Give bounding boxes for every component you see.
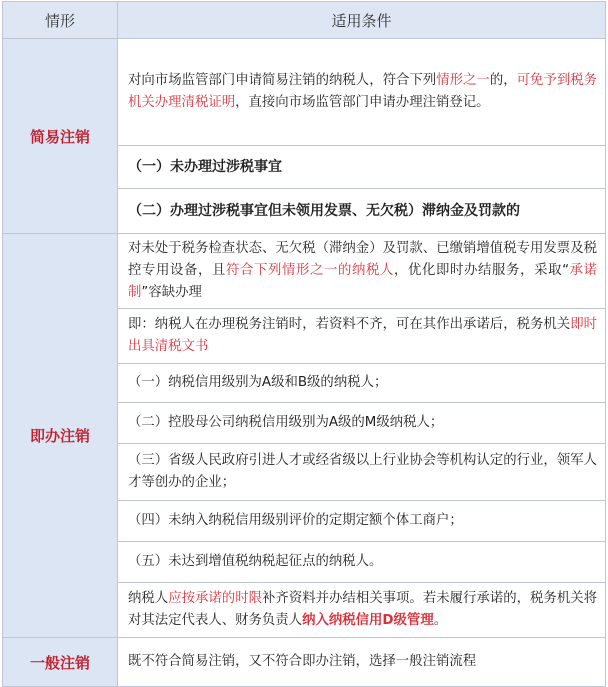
category-general: 一般注销 xyxy=(3,638,118,687)
category-simple: 简易注销 xyxy=(3,39,118,234)
instant-item-5: （五）未达到增值税纳税起征点的纳税人。 xyxy=(118,542,606,583)
body-text: 的， xyxy=(489,73,517,88)
simple-intro xyxy=(118,39,606,146)
highlight-text: 应按承诺的时限 xyxy=(168,591,263,606)
header-situation: 情形 xyxy=(3,2,118,39)
instant-item-4: （四）未纳入纳税信用级别评价的定期定额个体工商户； xyxy=(118,501,606,542)
instant-item-1: （一）纳税信用级别为A级和B级的纳税人； xyxy=(118,364,606,403)
instant-item-2: （二）控股母公司纳税信用级别为A级的M级纳税人； xyxy=(118,403,606,444)
table-row xyxy=(3,638,606,687)
body-text: 即：纳税人在办理税务注销时，若资料不齐，可在其作出承诺后，税务机关 xyxy=(128,317,571,332)
body-text: ，优化即时办结服务，采取“ xyxy=(394,263,570,278)
general-text: 既不符合简易注销，又不符合即办注销，选择一般注销流程 xyxy=(118,638,606,687)
simple-item-1: （一）未办理过涉税事宜 xyxy=(118,146,606,189)
category-instant: 即办注销 xyxy=(3,234,118,638)
table-header-row xyxy=(3,2,606,39)
body-text: 补齐资料并办结相关事项。若未履行承诺的，税务机关将对其法定代表人、财务负责人 xyxy=(128,591,598,628)
instant-closing xyxy=(118,583,606,638)
highlight-bold-text: 纳入纳税信用D级管理 xyxy=(302,613,434,628)
highlight-text: 符合下列情形之一的纳税人 xyxy=(226,263,395,278)
body-text: 对未处于税务检查状态、无欠税（滞纳金）及罚款、已缴销增值税专用发票及税控专用设备，且 xyxy=(128,241,597,278)
body-text: 。 xyxy=(433,613,448,628)
instant-explain xyxy=(118,309,606,364)
table-row xyxy=(3,39,606,146)
body-text: ”容缺办理 xyxy=(141,285,202,300)
header-conditions: 适用条件 xyxy=(118,2,606,39)
highlight-text: 即时出具清税文书 xyxy=(128,317,598,354)
body-text: 纳税人 xyxy=(128,591,169,606)
deregistration-table xyxy=(2,1,606,687)
instant-intro xyxy=(118,234,606,309)
instant-item-3: （三）省级人民政府引进人才或经省级以上行业协会等机构认定的行业，领军人才等创办的企业； xyxy=(118,444,606,501)
table-row xyxy=(3,234,606,309)
body-text: 对向市场监管部门申请简易注销的纳税人，符合下列 xyxy=(128,73,437,88)
simple-item-2: （二）办理过涉税事宜但未领用发票、无欠税）滞纳金及罚款的 xyxy=(118,189,606,234)
highlight-text: 承诺制 xyxy=(128,263,598,300)
highlight-text: 可免予到税务机关办理清税证明 xyxy=(128,73,598,110)
highlight-text: 情形之一 xyxy=(436,73,490,88)
body-text: ，直接向市场监管部门申请办理注销登记。 xyxy=(235,95,490,110)
